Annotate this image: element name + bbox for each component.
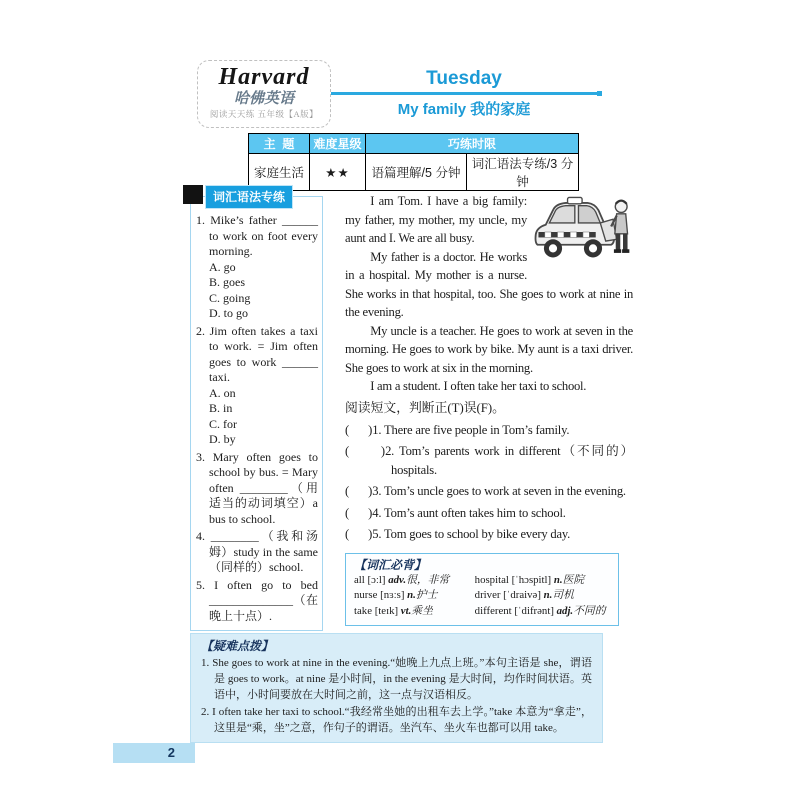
vocab-phonetic: [teɪk] [374, 604, 399, 617]
vocab-word: all [354, 573, 365, 586]
cell-time-limit-vocab: 词汇语法专练/3 分钟 [467, 154, 579, 191]
note-item: 1. She goes to work at nine in the evening.“她晚上九点上班。”本句主语是 she，谓语是 goes to work。at nine 是小时间，in the evening 是大时间，均作时间状语。英语中，小时间要放在大时间之前，这一点与汉语相反。 [201, 657, 592, 701]
vocab-meaning: 不同的 [573, 604, 606, 617]
question-answer-blank: ( ) [345, 484, 373, 498]
vocab-phonetic: [ˈhɔspitl] [511, 573, 552, 586]
vocab-word: hospital [474, 573, 509, 586]
reading-passage [345, 192, 633, 626]
question-answer-blank: ( ) [345, 422, 373, 437]
vocab-word: nurse [354, 589, 378, 601]
brand-tagline: 阅读天天练 五年级【A版】 [209, 109, 319, 119]
exercise-item [196, 529, 318, 576]
vocab-pos: adj. [556, 604, 574, 617]
exercise-item [196, 450, 318, 528]
vocab-pos: n. [543, 589, 553, 601]
vocab-grid [354, 573, 610, 620]
vocab-phonetic: [ˈdraivə] [503, 589, 541, 601]
vocab-meaning: 司机 [552, 589, 574, 601]
vocab-phonetic: [ɔːl] [367, 573, 386, 586]
exercise-item [196, 324, 318, 448]
vocab-title: 【词汇必背】 [354, 557, 427, 572]
header-cell-difficulty: 难度星级 [310, 134, 366, 154]
vocab-entry [354, 604, 469, 620]
question-text: 5. Tom goes to school by bike every day. [372, 527, 571, 541]
exercise-option: B. in [209, 401, 233, 415]
exercise-option: A. on [209, 385, 236, 400]
header-divider-dot [597, 91, 602, 96]
sidebar-section-title: 词汇语法专练 [206, 186, 292, 208]
cell-difficulty-stars: ★★ [310, 154, 366, 191]
vocab-meaning: 护士 [415, 589, 438, 601]
vocab-word: take [354, 604, 372, 617]
note-item: 2. I often take her taxi to school.“我经常坐她的出租车去上学。”take 本意为“拿走”，这里是“乘，坐”之意，作句子的谓语。坐汽车、坐火车也都可以用 take。 [201, 706, 592, 734]
section-marker-square [183, 185, 203, 204]
question-text: 3. Tom’s uncle goes to work at seven in the evening. [372, 484, 626, 498]
question-text: 1. There are five people in Tom’s family. [372, 422, 570, 437]
vocab-pos: vt. [400, 604, 412, 617]
page-number: 2 [167, 745, 175, 760]
vocab-entry [475, 573, 610, 589]
header-day: Tuesday [426, 68, 502, 89]
question-answer-blank: ( ) [345, 527, 373, 541]
vocab-box [345, 553, 619, 627]
cell-time-limit-reading: 语篇理解/5 分钟 [366, 154, 467, 191]
vocab-entry [354, 588, 469, 604]
question-item [345, 504, 633, 523]
exercise-item [196, 213, 318, 322]
exercise-text: 2. Jim often takes a taxi to work. = Jim often goes to work ______ taxi. [196, 323, 318, 384]
taxi-illustration [533, 192, 633, 272]
exercise-option: D. by [209, 432, 236, 446]
vocab-meaning: 很，非常 [406, 573, 450, 586]
notes-box [190, 633, 603, 743]
exercise-text: 3. Mary often goes to school by bus. = Mary often ________（用适当的动词填空）a bus to school. [196, 449, 318, 526]
vocab-phonetic: [nɜːs] [380, 589, 405, 601]
question-item [345, 482, 633, 501]
vocab-entry [475, 588, 610, 604]
exercise-option: B. goes [209, 275, 245, 289]
vocab-pos: n. [553, 573, 563, 586]
sidebar-exercise-panel [190, 196, 323, 631]
questions-instruction: 阅读短文，判断正(T)误(F)。 [345, 400, 505, 415]
question-answer-blank: ( ) [345, 505, 373, 520]
exercise-text: 4. ________（我和汤姆）study in the same（同样的）school. [196, 529, 318, 574]
question-text: 2. Tom’s parents work in different（不同的）hospitals. [385, 444, 634, 477]
question-item [345, 442, 633, 479]
taxi-checker-band [538, 232, 595, 237]
brand-name: Harvard [218, 64, 310, 90]
exercise-text: 1. Mike’s father ______ to work on foot every morning. [196, 213, 318, 258]
question-answer-blank: ( ) [345, 444, 386, 458]
brand-subtitle: 哈佛英语 [233, 91, 294, 107]
exercise-option: C. for [209, 416, 237, 431]
vocab-entry [354, 573, 469, 589]
page-title: My family 我的家庭 [397, 101, 531, 118]
exercise-list [196, 213, 318, 624]
vocab-word: driver [474, 589, 501, 601]
exercise-option: D. to go [209, 306, 248, 320]
passage-paragraph: I am a student. I often take her taxi to school. [370, 379, 587, 393]
question-list [345, 421, 633, 544]
question-text: 4. Tom’s aunt often takes him to school. [372, 505, 566, 520]
vocab-meaning: 乘坐 [411, 604, 433, 617]
note-list [201, 655, 592, 736]
vocab-entry [475, 604, 610, 620]
passage-paragraph: I am Tom. I have a big family: my father, my mother, my uncle, my aunt and I. We are all busy. [345, 194, 527, 245]
vocab-phonetic: [ˈdifrənt] [514, 604, 554, 617]
exercise-option: C. going [209, 290, 251, 305]
header-cell-time-limit: 巧练时限 [366, 134, 579, 154]
header-divider [300, 92, 598, 95]
header-cell-topic: 主 题 [249, 134, 310, 154]
vocab-pos: adv. [388, 573, 407, 586]
vocab-pos: n. [407, 589, 416, 601]
brand-logo [197, 60, 331, 128]
question-item [345, 525, 633, 544]
notes-title: 【疑难点拨】 [201, 639, 274, 653]
info-table [248, 133, 579, 191]
vocab-meaning: 医院 [562, 573, 585, 586]
exercise-text: 5. I often go to bed ______________（在晚上十点）. [196, 577, 318, 623]
vocab-word: different [474, 604, 512, 617]
passage-paragraph: My father is a doctor. He works in a hospital. My mother is a nurse. She works in that hospital, too. She goes to work at nine in the evening. [345, 249, 633, 319]
exercise-option: A. go [209, 259, 236, 274]
cell-topic-value: 家庭生活 [249, 154, 310, 191]
page-number-bar [113, 743, 195, 763]
question-item [345, 421, 633, 440]
exercise-item [196, 578, 318, 625]
passage-paragraph: My uncle is a teacher. He goes to work at seven in the morning. He goes to work by bike. My aunt is a taxi driver. She goes to work at six in the morning. [345, 323, 633, 375]
